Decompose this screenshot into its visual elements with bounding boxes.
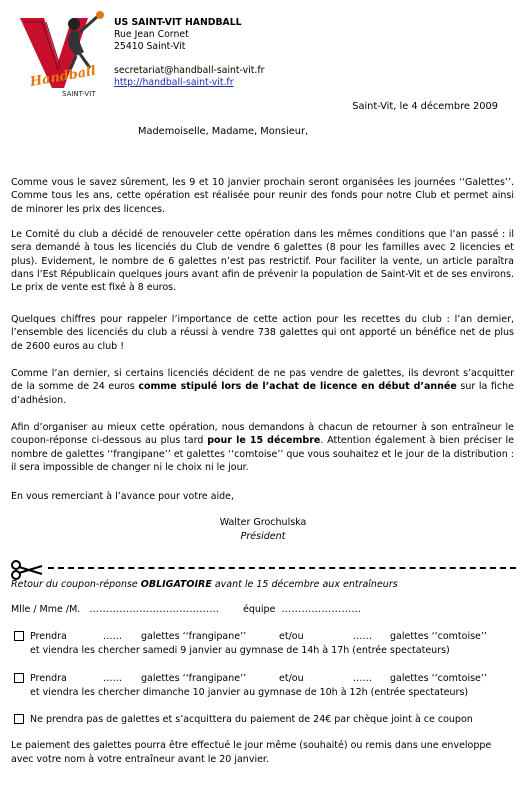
- comtoise-qty-blank[interactable]: ……: [353, 673, 372, 684]
- checkbox-no-galettes[interactable]: [14, 714, 24, 724]
- dashed-separator: [48, 567, 516, 569]
- checkbox-saturday[interactable]: [14, 631, 24, 641]
- name-label: Mlle / Mme /M.: [11, 604, 81, 615]
- org-name: US SAINT-VIT HANDBALL: [114, 17, 242, 28]
- organisation-header: [114, 17, 264, 89]
- name-blank[interactable]: …………………………………: [89, 604, 220, 615]
- coupon-intro: Retour du coupon-réponse OBLIGATOIRE avant le 15 décembre aux entraîneurs: [11, 579, 398, 590]
- paragraph-2: Le Comité du club a décidé de renouveler cette opération dans les mêmes conditions que l’an passé : il sera demandé à tous les licenciés du Club de vendre 6 galettes (8 pour les familles avec 2 licencies et plus). Evidement, le nombre de 6 galettes n’est pas restrictif. Pour faciliter la vente, un article paraîtra dans l’Est Républicain quelques jours avant afin de prévenir la population de Saint-Vit et de ses environs. Le prix de vente est fixé à 8 euros.: [11, 229, 514, 294]
- paragraph-1: Comme vous le savez sûrement, les 9 et 10 janvier prochain seront organisées les journées ‘‘Galettes’’. Comme tous les ans, cette opération est réalisée pour reunir des fonds pour notre Club et permet ainsi de minorer les prix des licences.: [11, 177, 514, 215]
- logo-saint-vit-text: SAINT-VIT: [62, 90, 96, 98]
- option-sunday: Prendra …… galettes ‘‘frangipane’’ et/ou …… galettes ‘‘comtoise’’ et viendra les chercher dimanche 10 janvier au gymnase de 10h à 12h (entrée spectateurs): [14, 672, 520, 700]
- frangipane-qty-blank[interactable]: ……: [103, 673, 122, 684]
- signature-name: Walter Grochulska: [219, 517, 307, 528]
- frangipane-qty-blank[interactable]: ……: [103, 631, 122, 642]
- paragraph-3: Quelques chiffres pour rappeler l’importance de cette action pour les recettes du club : l’an dernier, l’ensemble des licenciés du club a réussi à vendre 738 galettes qui ont apporté un bénéfice net de plus de 2600 euros au club !: [11, 314, 514, 352]
- paragraph-5: Afin d’organiser au mieux cette opération, nous demandons à chacun de retourner à son entraîneur le coupon-réponse ci-dessous au plus tard pour le 15 décembre. Attention également à bien préciser le nombre de galettes ‘‘frangipane’’ et galettes ‘‘comtoise’’ que vous souhaitez et le jour de la distribution : il sera impossible de changer ni le choix ni le jour.: [11, 422, 515, 473]
- address-line-1: Rue Jean Cornet: [114, 29, 189, 40]
- signature: [0, 516, 526, 543]
- scissors-icon: [10, 560, 44, 580]
- salutation: Mademoiselle, Madame, Monsieur,: [138, 126, 309, 137]
- paragraph-4: Comme l’an dernier, si certains licenciés décident de ne pas vendre de galettes, ils devront s’acquitter de la somme de 24 euros comme stipulé lors de l’achat de licence en début d’année sur la fiche d’adhésion.: [11, 368, 515, 406]
- email-address: secretariat@handball-saint-vit.fr: [114, 65, 265, 76]
- comtoise-qty-blank[interactable]: ……: [353, 631, 372, 642]
- logo-handball-text: Handball: [28, 63, 98, 91]
- checkbox-sunday[interactable]: [14, 673, 24, 683]
- option-no-galettes: Ne prendra pas de galettes et s’acquittera du paiement de 24€ par chèque joint à ce coupon: [14, 713, 520, 727]
- team-field[interactable]: [243, 604, 361, 615]
- signature-title: Président: [240, 530, 286, 542]
- name-field[interactable]: [11, 604, 219, 615]
- team-label: équipe: [243, 604, 276, 615]
- website-link[interactable]: http://handball-saint-vit.fr: [114, 77, 234, 88]
- paragraph-6: En vous remerciant à l’avance pour votre aide,: [11, 491, 234, 502]
- payment-note: Le paiement des galettes pourra être effectué le jour même (souhaité) ou remis dans une enveloppe avec votre nom à votre entraîneur avant le 20 janvier.: [11, 740, 492, 765]
- option-saturday: Prendra …… galettes ‘‘frangipane’’ et/ou …… galettes ‘‘comtoise’’ et viendra les chercher samedi 9 janvier au gymnase de 14h à 17h (entrée spectateurs): [14, 630, 520, 658]
- club-logo: [14, 10, 110, 100]
- team-blank[interactable]: ……………………: [281, 604, 362, 615]
- letter-date: Saint-Vit, le 4 décembre 2009: [352, 101, 498, 112]
- cut-line: [10, 560, 518, 580]
- address-line-2: 25410 Saint-Vit: [114, 41, 186, 52]
